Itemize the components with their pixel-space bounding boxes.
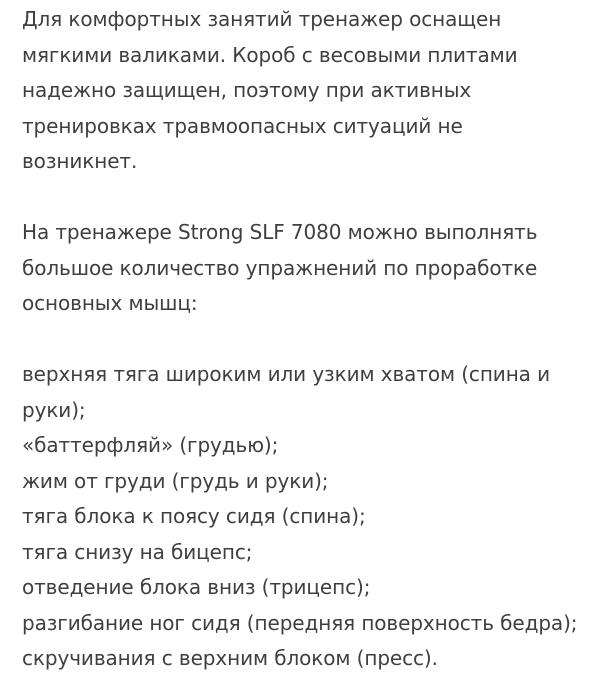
paragraph-spacer (22, 322, 582, 358)
exercise-item: жим от груди (грудь и руки); (22, 468, 329, 493)
exercises-intro-paragraph: На тренажере Strong SLF 7080 можно выполнять большое количество упражнений по проработке основных мышц: (22, 220, 538, 315)
exercise-item: тяга снизу на бицепс; (22, 539, 253, 564)
exercise-item: разгибание ног сидя (передняя поверхность бедра); (22, 610, 578, 635)
intro-paragraph: Для комфортных занятий тренажер оснащен мягкими валиками. Короб с весовыми плитами надежно защищен, поэтому при активных тренировках травмоопасных ситуаций не возникнет. (22, 7, 518, 173)
exercise-item: тяга блока к поясу сидя (спина); (22, 504, 366, 528)
exercise-item: скручивания с верхним блоком (пресс). (22, 646, 438, 670)
paragraph-spacer (22, 180, 582, 216)
article-body (22, 2, 582, 677)
exercise-item: «баттерфляй» (грудью); (22, 433, 279, 457)
exercise-list (22, 357, 582, 677)
exercise-item: отведение блока вниз (трицепс); (22, 575, 371, 599)
exercise-item: верхняя тяга широким или узким хватом (спина и руки); (22, 362, 550, 422)
